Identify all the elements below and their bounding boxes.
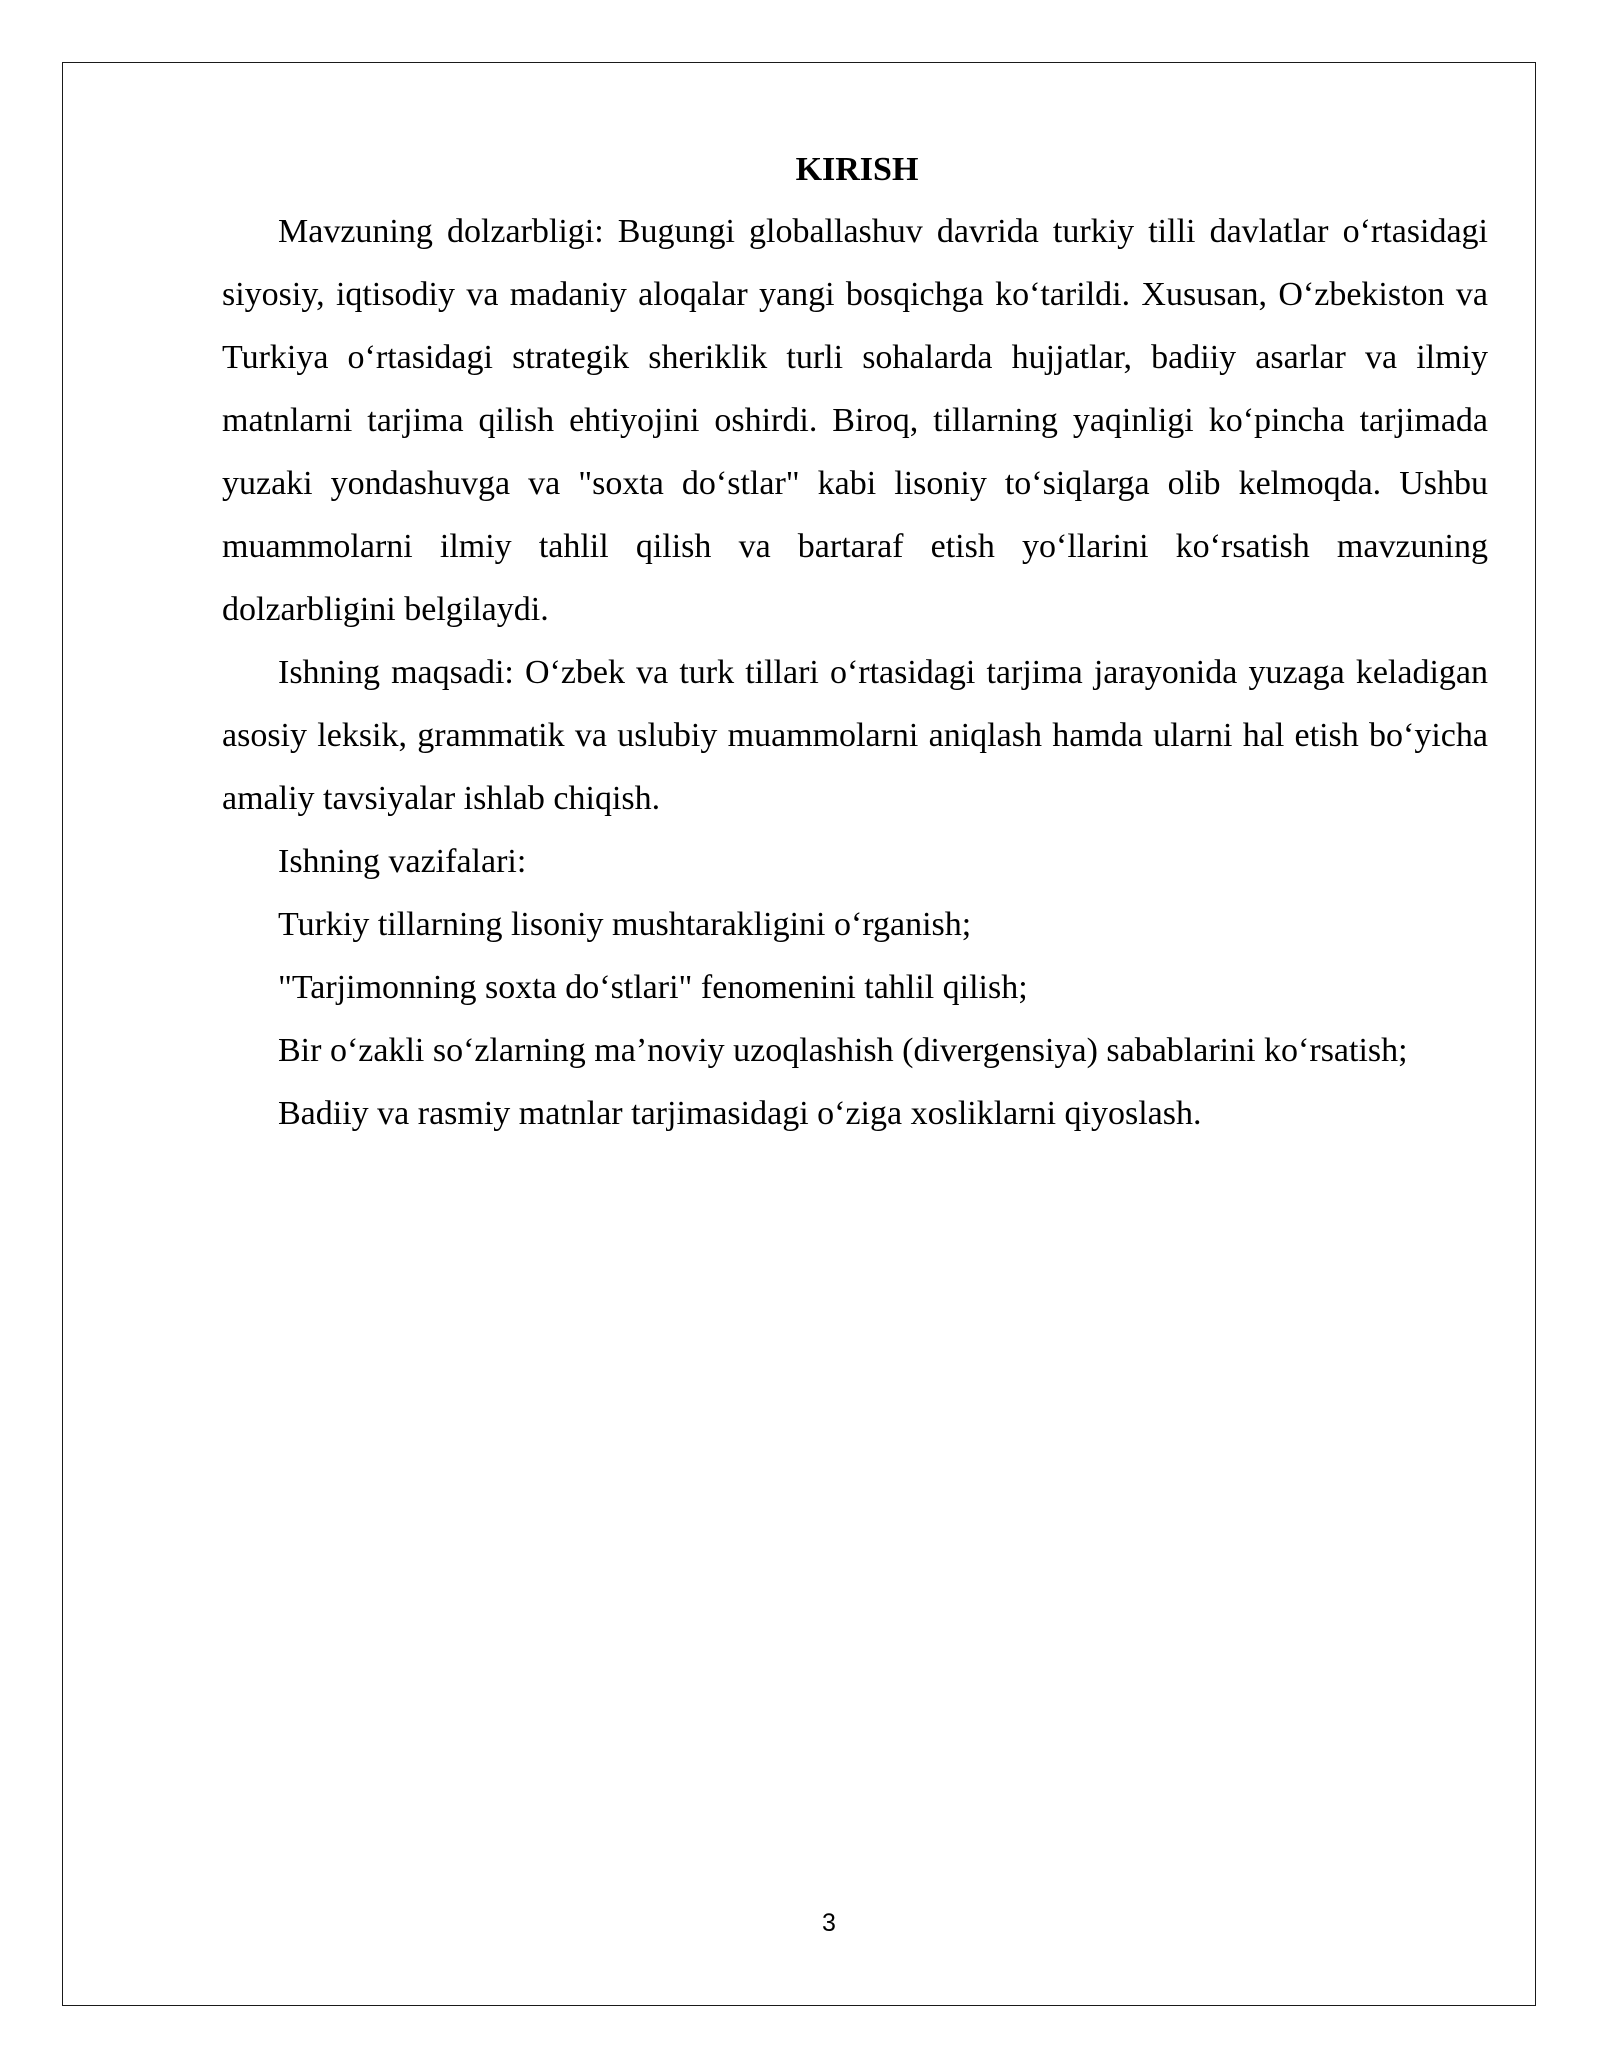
task-item-1: Turkiy tillarning lisoniy mushtarakligini o‘rganish; [278, 906, 972, 943]
paragraph-goal: Ishning maqsadi: O‘zbek va turk tillari o‘rtasidagi tarjima jarayonida yuzaga keladigan asosiy leksik, grammatik va uslubiy muammolarni aniqlash hamda ularni hal etish bo‘yicha amaliy tavsiyalar ishlab chiqish. [222, 654, 1488, 817]
task-item-3: Bir o‘zakli so‘zlarning ma’noviy uzoqlashish (divergensiya) sabablarini ko‘rsatish; [278, 1032, 1408, 1069]
task-item-2: "Tarjimonning soxta do‘stlari" fenomenini tahlil qilish; [278, 969, 1028, 1006]
page-number: 3 [822, 1909, 836, 1937]
page-content [222, 146, 1488, 1145]
task-item-4: Badiiy va rasmiy matnlar tarjimasidagi o‘ziga xosliklarni qiyoslash. [278, 1095, 1202, 1132]
paragraph-relevance: Mavzuning dolzarbligi: Bugungi globallashuv davrida turkiy tilli davlatlar o‘rtasidagi siyosiy, iqtisodiy va madaniy aloqalar yangi bosqichga ko‘tarildi. Xususan, O‘zbekiston va Turkiya o‘rtasidagi strategik sheriklik turli sohalarda hujjatlar, badiiy asarlar va ilmiy matnlarni tarjima qilish ehtiyojini oshirdi. Biroq, tillarning yaqinligi ko‘pincha tarjimada yuzaki yondashuvga va "soxta do‘stlar" kabi lisoniy to‘siqlarga olib kelmoqda. Ushbu muammolarni ilmiy tahlil qilish va bartaraf etish yo‘llarini ko‘rsatish mavzuning dolzarbligini belgilaydi. [222, 213, 1488, 628]
section-heading: KIRISH [795, 151, 919, 188]
paragraph-tasks-title: Ishning vazifalari: [278, 843, 527, 880]
